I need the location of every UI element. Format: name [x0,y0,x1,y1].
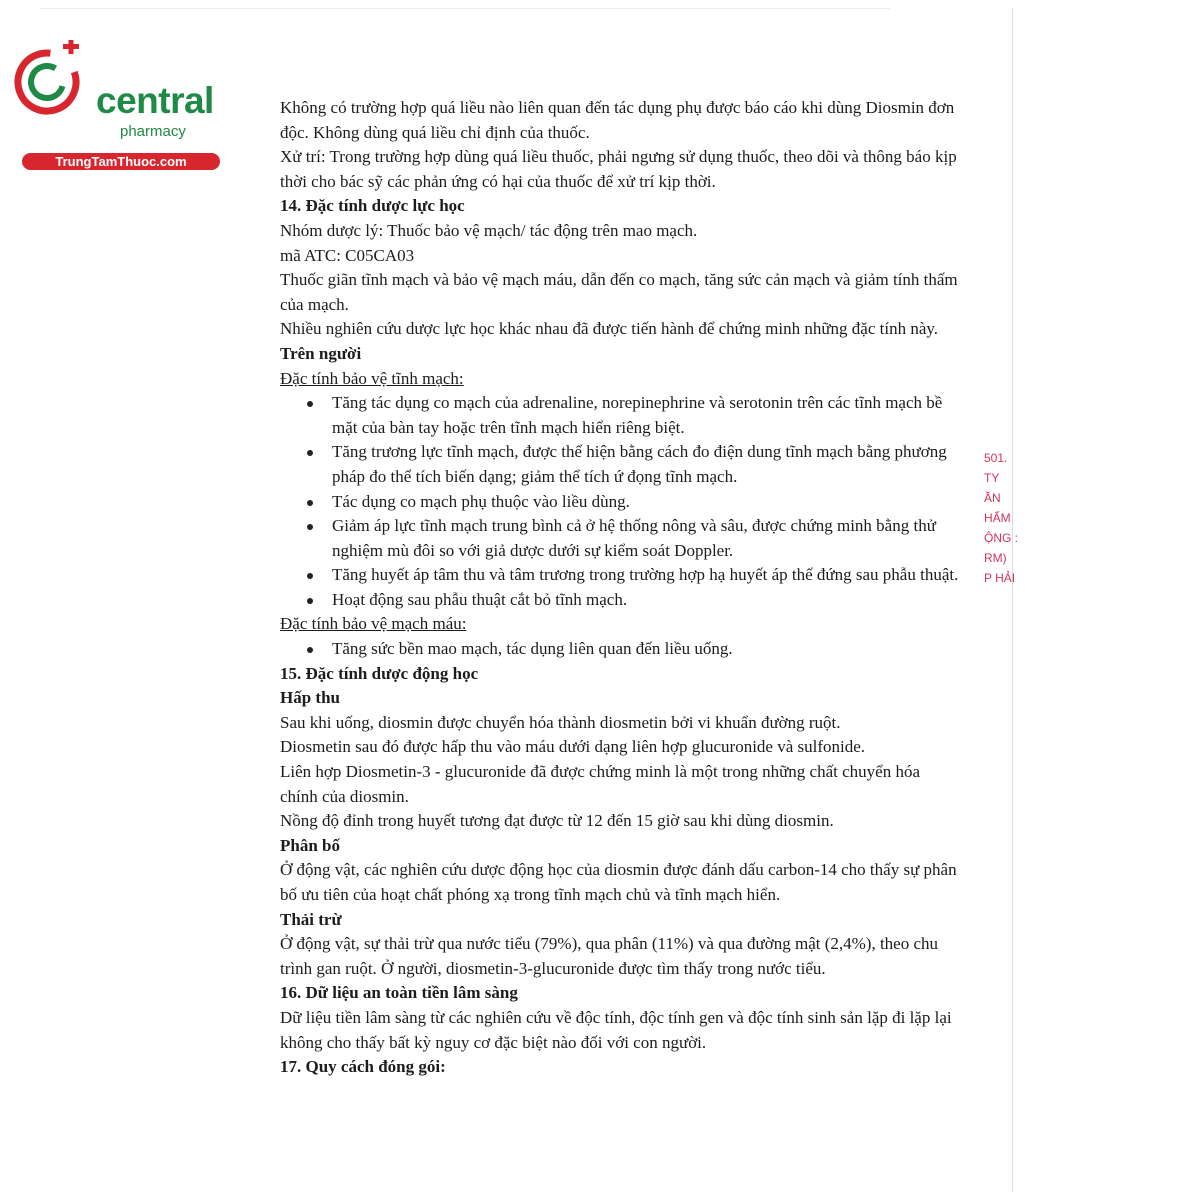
company-stamp-fragment [984,448,1024,600]
section-17-heading: 17. Quy cách đóng gói: [280,1057,446,1077]
distribution-heading: Phân bố [280,835,340,855]
section-14-heading: 14. Đặc tính dược lực học [280,196,465,216]
document-body [280,96,960,1080]
pharmacologic-group: Nhóm dược lý: Thuốc bảo vệ mạch/ tác động trên mao mạch. [280,220,698,240]
absorption-paragraph-4: Nồng độ đỉnh trong huyết tương đạt được từ 12 đến 15 giờ sau khi dùng diosmin. [280,811,834,831]
logo-url-badge[interactable]: TrungTamThuoc.com [22,153,220,170]
stamp-line: TY [984,471,1000,485]
section-16-heading: 16. Dữ liệu an toàn tiền lâm sàng [280,983,518,1003]
stamp-line: ẦN [984,491,1001,505]
absorption-paragraph-1: Sau khi uống, diosmin được chuyển hóa thành diosmetin bởi vi khuẩn đường ruột. [280,712,841,732]
list-item: Tác dụng co mạch phụ thuộc vào liều dùng. [332,490,960,515]
page-right-edge [1012,8,1013,1192]
list-item: Giảm áp lực tĩnh mạch trung bình cả ở hệ thống nông và sâu, được chứng minh bằng thử nghiệm mù đôi so với giả dược dưới sự kiểm soát Doppler. [332,514,960,563]
list-item: Hoạt động sau phẫu thuật cắt bỏ tĩnh mạch. [332,588,960,613]
in-humans-heading: Trên người [280,343,362,363]
list-item: Tăng huyết áp tâm thu và tâm trương trong trường hợp hạ huyết áp thế đứng sau phẫu thuật. [332,563,960,588]
stamp-line: HẨM [984,511,1011,525]
overdose-paragraph: Không có trường hợp quá liều nào liên quan đến tác dụng phụ được báo cáo khi dùng Diosmin đơn độc. Không dùng quá liều chỉ định của thuốc. [280,98,955,142]
mechanism-paragraph: Thuốc giãn tĩnh mạch và bảo vệ mạch máu, dẫn đến co mạch, tăng sức cản mạch và giảm tính thấm của mạch. [280,270,958,314]
studies-paragraph: Nhiều nghiên cứu dược lực học khác nhau đã được tiến hành để chứng minh những đặc tính này. [280,319,939,339]
vascular-protection-subheading: Đặc tính bảo vệ mạch máu: [280,614,467,634]
absorption-paragraph-2: Diosmetin sau đó được hấp thu vào máu dưới dạng liên hợp glucuronide và sulfonide. [280,737,866,757]
venous-protection-list [280,391,960,612]
list-item: Tăng sức bền mao mạch, tác dụng liên quan đến liều uống. [332,637,960,662]
page-top-edge [40,8,890,9]
atc-code: mã ATC: C05CA03 [280,245,415,265]
logo-subtitle: pharmacy [120,123,186,140]
treatment-paragraph: Xử trí: Trong trường hợp dùng quá liều thuốc, phải ngưng sử dụng thuốc, theo dõi và thông báo kịp thời cho bác sỹ các phản ứng có hại của thuốc để xử trí kịp thời. [280,147,957,191]
stamp-line: P HẢI [984,571,1016,585]
absorption-heading: Hấp thu [280,688,340,708]
stamp-line: 501. [984,451,1008,465]
elimination-heading: Thải trừ [280,909,342,929]
central-pharmacy-logo[interactable] [10,36,220,169]
absorption-paragraph-3: Liên hợp Diosmetin-3 - glucuronide đã được chứng minh là một trong những chất chuyển hóa chính của diosmin. [280,762,921,806]
section-15-heading: 15. Đặc tính dược động học [280,663,479,683]
preclinical-paragraph: Dữ liệu tiền lâm sàng từ các nghiên cứu về độc tính, độc tính gen và độc tính sinh sản lặp đi lặp lại không cho thấy bất kỳ nguy cơ đặc biệt nào đối với con người. [280,1007,952,1052]
vascular-protection-list [280,637,960,662]
list-item: Tăng trương lực tĩnh mạch, được thể hiện bằng cách đo điện dung tĩnh mạch bằng phương pháp đo thể tích biến dạng; giảm thể tích ứ đọng tĩnh mạch. [332,440,960,489]
stamp-line: RM) [984,551,1007,565]
list-item: Tăng tác dụng co mạch của adrenaline, norepinephrine và serotonin trên các tĩnh mạch bề mặt của bàn tay hoặc trên tĩnh mạch hiển riêng biệt. [332,391,960,440]
logo-wordmark: central [96,80,214,121]
logo-mark-icon [10,40,90,120]
stamp-line: ỘNG : [984,531,1019,545]
venous-protection-subheading: Đặc tính bảo vệ tĩnh mạch: [280,368,464,388]
elimination-paragraph: Ở động vật, sự thải trừ qua nước tiểu (79%), qua phân (11%) và qua đường mật (2,4%), theo chu trình gan ruột. Ở người, diosmetin-3-glucuronide được tìm thấy trong nước tiểu. [280,934,939,978]
distribution-paragraph: Ở động vật, các nghiên cứu dược động học của diosmin được đánh dấu carbon-14 cho thấy sự phân bố ưu tiên của hoạt chất phóng xạ trong tĩnh mạch chủ và tĩnh mạch hiển. [280,860,957,904]
